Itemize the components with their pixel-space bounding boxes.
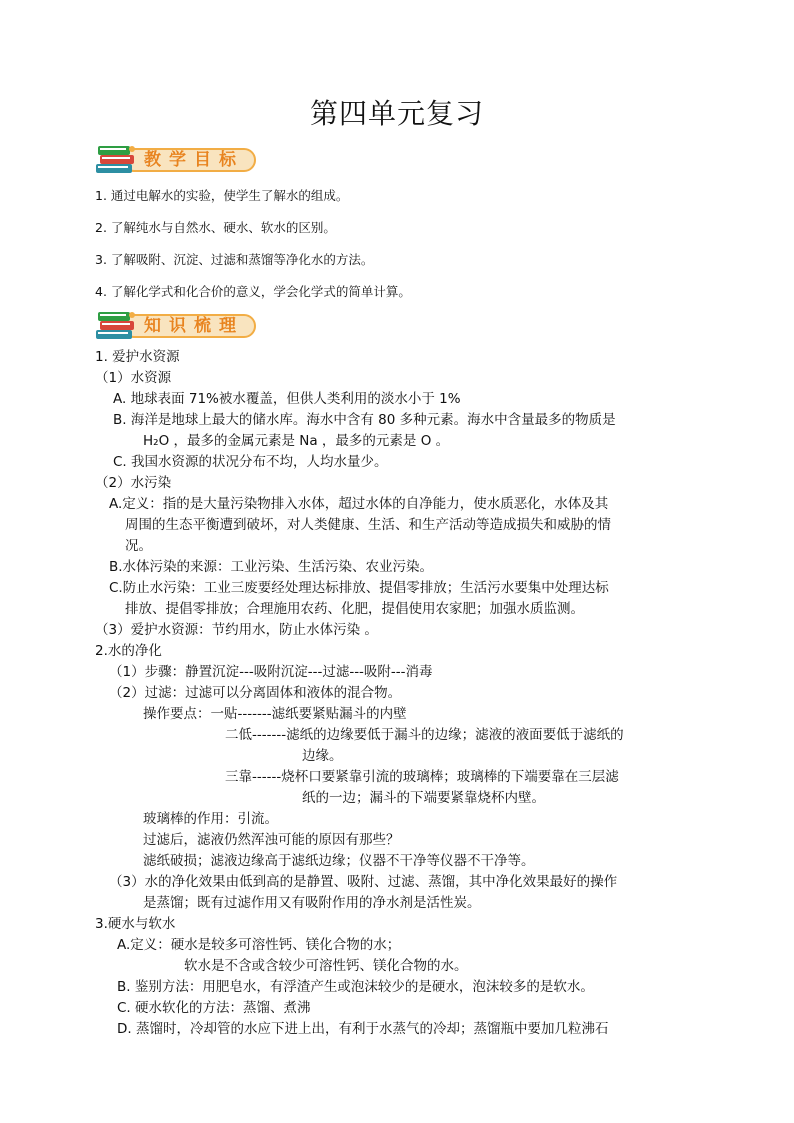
- page-title: 第四单元复习: [309, 97, 484, 130]
- text-line: 排放、提倡零排放；合理施用农药、化肥，提倡使用农家肥；加强水质监测。: [125, 601, 584, 617]
- objective-2: 2. 了解纯水与自然水、硬水、软水的区别。: [95, 220, 336, 235]
- books-icon: [92, 306, 142, 346]
- subheading: （1）水资源: [95, 370, 172, 386]
- text-line: B.水体污染的来源：工业污染、生活污染、农业污染。: [109, 559, 434, 575]
- subheading: （2）过滤：过滤可以分离固体和液体的混合物。: [109, 685, 402, 701]
- text-line: 三靠------烧杯口要紧靠引流的玻璃棒；玻璃棒的下端要靠在三层滤: [225, 769, 619, 785]
- text-line: B. 海洋是地球上最大的储水库。海水中含有 80 多种元素。海水中含量最多的物质是: [113, 412, 616, 428]
- objective-4: 4. 了解化学式和化合价的意义，学会化学式的简单计算。: [95, 284, 411, 299]
- text-line: 过滤后，滤液仍然浑浊可能的原因有那些？: [143, 832, 400, 848]
- text-line: A.定义：指的是大量污染物排入水体，超过水体的自净能力，使水质恶化，水体及其: [109, 496, 609, 512]
- heading-3: 3.硬水与软水: [95, 916, 176, 932]
- text-line: 二低-------滤纸的边缘要低于漏斗的边缘；滤液的液面要低于滤纸的: [225, 727, 624, 743]
- text-line: 玻璃棒的作用：引流。: [143, 811, 278, 827]
- subheading: （2）水污染: [95, 475, 172, 491]
- objective-1: 1. 通过电解水的实验，使学生了解水的组成。: [95, 188, 349, 203]
- text-line: B. 鉴别方法：用肥皂水，有浮渣产生或泡沫较少的是硬水，泡沫较多的是软水。: [117, 979, 594, 995]
- objective-3: 3. 了解吸附、沉淀、过滤和蒸馏等净化水的方法。: [95, 252, 374, 267]
- text-line: 边缘。: [302, 748, 343, 764]
- text-line: （3）水的净化效果由低到高的是静置、吸附、过滤、蒸馏，其中净化效果最好的操作: [109, 874, 618, 890]
- heading-1: 1. 爱护水资源: [95, 349, 180, 365]
- text-line: H₂O ，最多的金属元素是 Na ，最多的元素是 O 。: [143, 433, 450, 449]
- books-icon: [92, 140, 142, 180]
- text-line: 是蒸馏；既有过滤作用又有吸附作用的净水剂是活性炭。: [143, 895, 481, 911]
- subheading: （3）爱护水资源：节约用水，防止水体污染 。: [95, 622, 378, 638]
- text-line: D. 蒸馏时，冷却管的水应下进上出，有利于水蒸气的冷却；蒸馏瓶中要加几粒沸石: [117, 1021, 609, 1037]
- text-line: 滤纸破损；滤液边缘高于滤纸边缘；仪器不干净等仪器不干净等。: [143, 853, 535, 869]
- text-line: A.定义：硬水是较多可溶性钙、镁化合物的水；: [117, 937, 401, 953]
- text-line: 纸的一边；漏斗的下端要紧靠烧杯内壁。: [302, 790, 545, 806]
- text-line: C. 硬水软化的方法：蒸馏、煮沸: [117, 1000, 311, 1016]
- text-line: 操作要点：一贴-------滤纸要紧贴漏斗的内壁: [143, 706, 407, 722]
- text-line: 周围的生态平衡遭到破坏，对人类健康、生活、和生产活动等造成损失和威胁的情: [125, 517, 611, 533]
- text-line: C. 我国水资源的状况分布不均，人均水量少。: [113, 454, 388, 470]
- heading-2: 2.水的净化: [95, 643, 162, 659]
- text-line: A. 地球表面 71%被水覆盖，但供人类利用的淡水小于 1%: [113, 391, 461, 407]
- text-line: 软水是不含或含较少可溶性钙、镁化合物的水。: [184, 958, 468, 974]
- subheading: （1）步骤：静置沉淀---吸附沉淀---过滤---吸附---消毒: [109, 664, 433, 680]
- badge-label: 知识梳理: [144, 316, 244, 336]
- text-line: 况。: [125, 538, 152, 554]
- section-badge-knowledge: [92, 306, 260, 346]
- badge-label: 教学目标: [144, 150, 244, 170]
- text-line: C.防止水污染：工业三废要经处理达标排放、提倡零排放；生活污水要集中处理达标: [109, 580, 609, 596]
- section-badge-objectives: [92, 140, 260, 180]
